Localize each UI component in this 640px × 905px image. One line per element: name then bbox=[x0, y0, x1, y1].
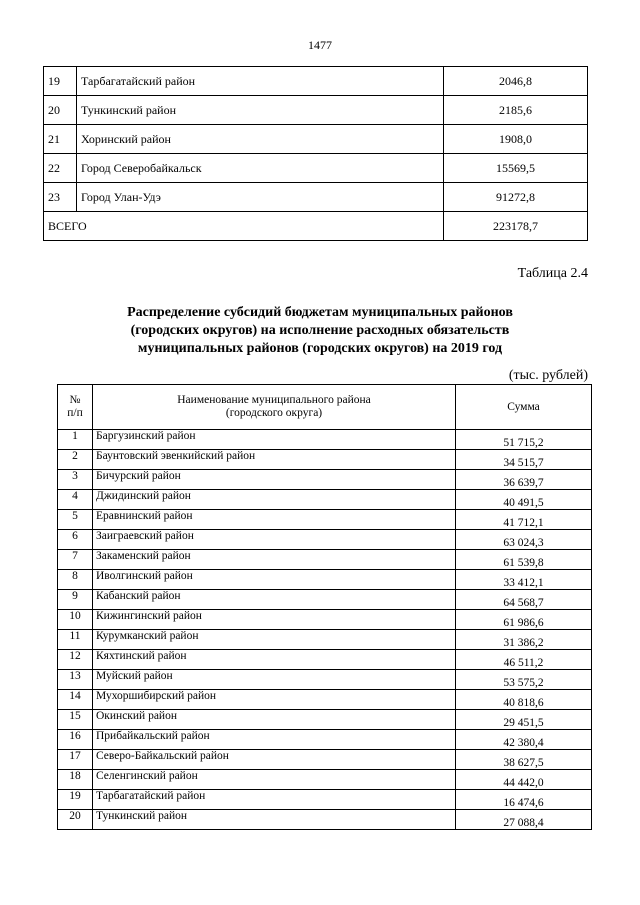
row-sum: 61 986,6 bbox=[456, 610, 592, 630]
row-number: 3 bbox=[58, 470, 93, 490]
total-sum: 223178,7 bbox=[444, 212, 588, 241]
row-sum: 33 412,1 bbox=[456, 570, 592, 590]
row-sum: 64 568,7 bbox=[456, 590, 592, 610]
row-name: Иволгинский район bbox=[93, 570, 456, 590]
row-sum: 27 088,4 bbox=[456, 810, 592, 830]
table-row bbox=[58, 510, 592, 530]
row-number: 17 bbox=[58, 750, 93, 770]
row-number: 9 bbox=[58, 590, 93, 610]
row-sum: 42 380,4 bbox=[456, 730, 592, 750]
header-name-line: (городского округа) bbox=[225, 407, 323, 419]
row-name: Кяхтинский район bbox=[93, 650, 456, 670]
row-sum: 61 539,8 bbox=[456, 550, 592, 570]
row-sum: 41 712,1 bbox=[456, 510, 592, 530]
row-sum: 2185,6 bbox=[444, 96, 588, 125]
row-number: 6 bbox=[58, 530, 93, 550]
table-row bbox=[58, 770, 592, 790]
header-name bbox=[93, 385, 456, 430]
header-num-line: № bbox=[69, 394, 81, 406]
page-number: 1477 bbox=[308, 38, 332, 52]
row-name: Заиграевский район bbox=[93, 530, 456, 550]
row-number: 2 bbox=[58, 450, 93, 470]
row-sum: 36 639,7 bbox=[456, 470, 592, 490]
header-sum: Сумма bbox=[456, 385, 592, 430]
title-line: муниципальных районов (городских округов) на 2019 год bbox=[137, 341, 503, 356]
row-name: Северо-Байкальский район bbox=[93, 750, 456, 770]
row-sum: 16 474,6 bbox=[456, 790, 592, 810]
row-sum: 29 451,5 bbox=[456, 710, 592, 730]
row-name: Тарбагатайский район bbox=[77, 67, 444, 96]
row-sum: 44 442,0 bbox=[456, 770, 592, 790]
row-number: 16 bbox=[58, 730, 93, 750]
row-name: Хоринский район bbox=[77, 125, 444, 154]
row-name: Кижингинский район bbox=[93, 610, 456, 630]
row-sum: 46 511,2 bbox=[456, 650, 592, 670]
row-name: Селенгинский район bbox=[93, 770, 456, 790]
document-title bbox=[40, 304, 600, 358]
row-number: 7 bbox=[58, 550, 93, 570]
row-sum: 15569,5 bbox=[444, 154, 588, 183]
table-row bbox=[58, 690, 592, 710]
row-sum: 40 491,5 bbox=[456, 490, 592, 510]
row-sum: 1908,0 bbox=[444, 125, 588, 154]
header-name-line: Наименование муниципального района bbox=[177, 394, 371, 406]
row-name: Закаменский район bbox=[93, 550, 456, 570]
row-name: Тарбагатайский район bbox=[93, 790, 456, 810]
row-number: 5 bbox=[58, 510, 93, 530]
row-sum: 53 575,2 bbox=[456, 670, 592, 690]
row-sum: 31 386,2 bbox=[456, 630, 592, 650]
table-row bbox=[44, 154, 588, 183]
row-number: 11 bbox=[58, 630, 93, 650]
row-number: 12 bbox=[58, 650, 93, 670]
table-row bbox=[58, 570, 592, 590]
table-row bbox=[44, 125, 588, 154]
row-sum: 2046,8 bbox=[444, 67, 588, 96]
row-name: Курумканский район bbox=[93, 630, 456, 650]
row-name: Кабанский район bbox=[93, 590, 456, 610]
table-row bbox=[44, 183, 588, 212]
units-label: (тыс. рублей) bbox=[508, 368, 588, 383]
table-row bbox=[44, 96, 588, 125]
row-name: Еравнинский район bbox=[93, 510, 456, 530]
table-row bbox=[58, 710, 592, 730]
title-line: (городских округов) на исполнение расходных обязательств bbox=[130, 323, 510, 338]
row-name: Тункинский район bbox=[93, 810, 456, 830]
table-caption: Таблица 2.4 bbox=[517, 266, 588, 281]
row-number: 19 bbox=[44, 67, 77, 96]
row-number: 18 bbox=[58, 770, 93, 790]
row-number: 14 bbox=[58, 690, 93, 710]
table-row bbox=[58, 430, 592, 450]
table-row bbox=[58, 590, 592, 610]
row-sum: 40 818,6 bbox=[456, 690, 592, 710]
row-name: Мухоршибирский район bbox=[93, 690, 456, 710]
table-row bbox=[58, 470, 592, 490]
row-sum: 91272,8 bbox=[444, 183, 588, 212]
row-number: 1 bbox=[58, 430, 93, 450]
row-name: Город Северобайкальск bbox=[77, 154, 444, 183]
table-header-row bbox=[58, 385, 592, 430]
table-row bbox=[58, 750, 592, 770]
table-row bbox=[58, 630, 592, 650]
row-name: Тункинский район bbox=[77, 96, 444, 125]
row-name: Город Улан-Удэ bbox=[77, 183, 444, 212]
table-row bbox=[58, 490, 592, 510]
title-line: Распределение субсидий бюджетам муниципальных районов bbox=[127, 305, 513, 320]
row-number: 13 bbox=[58, 670, 93, 690]
row-number: 10 bbox=[58, 610, 93, 630]
row-number: 19 bbox=[58, 790, 93, 810]
table-row bbox=[58, 550, 592, 570]
table-row bbox=[44, 67, 588, 96]
row-name: Баргузинский район bbox=[93, 430, 456, 450]
row-number: 8 bbox=[58, 570, 93, 590]
row-number: 20 bbox=[44, 96, 77, 125]
row-number: 4 bbox=[58, 490, 93, 510]
row-sum: 63 024,3 bbox=[456, 530, 592, 550]
row-number: 15 bbox=[58, 710, 93, 730]
subsidy-table bbox=[57, 384, 592, 830]
table-row bbox=[58, 650, 592, 670]
row-name: Прибайкальский район bbox=[93, 730, 456, 750]
table-row bbox=[58, 810, 592, 830]
top-table bbox=[43, 66, 588, 241]
table-row bbox=[58, 790, 592, 810]
table-row bbox=[58, 450, 592, 470]
row-name: Муйский район bbox=[93, 670, 456, 690]
row-sum: 38 627,5 bbox=[456, 750, 592, 770]
row-number: 21 bbox=[44, 125, 77, 154]
row-name: Баунтовский эвенкийский район bbox=[93, 450, 456, 470]
row-number: 20 bbox=[58, 810, 93, 830]
row-sum: 34 515,7 bbox=[456, 450, 592, 470]
table-row bbox=[58, 670, 592, 690]
header-num-line: п/п bbox=[67, 407, 83, 419]
total-row bbox=[44, 212, 588, 241]
row-name: Бичурский район bbox=[93, 470, 456, 490]
row-name: Окинский район bbox=[93, 710, 456, 730]
row-number: 23 bbox=[44, 183, 77, 212]
total-label: ВСЕГО bbox=[44, 212, 444, 241]
table-row bbox=[58, 730, 592, 750]
table-row bbox=[58, 610, 592, 630]
row-sum: 51 715,2 bbox=[456, 430, 592, 450]
header-num bbox=[58, 385, 93, 430]
row-name: Джидинский район bbox=[93, 490, 456, 510]
table-row bbox=[58, 530, 592, 550]
row-number: 22 bbox=[44, 154, 77, 183]
